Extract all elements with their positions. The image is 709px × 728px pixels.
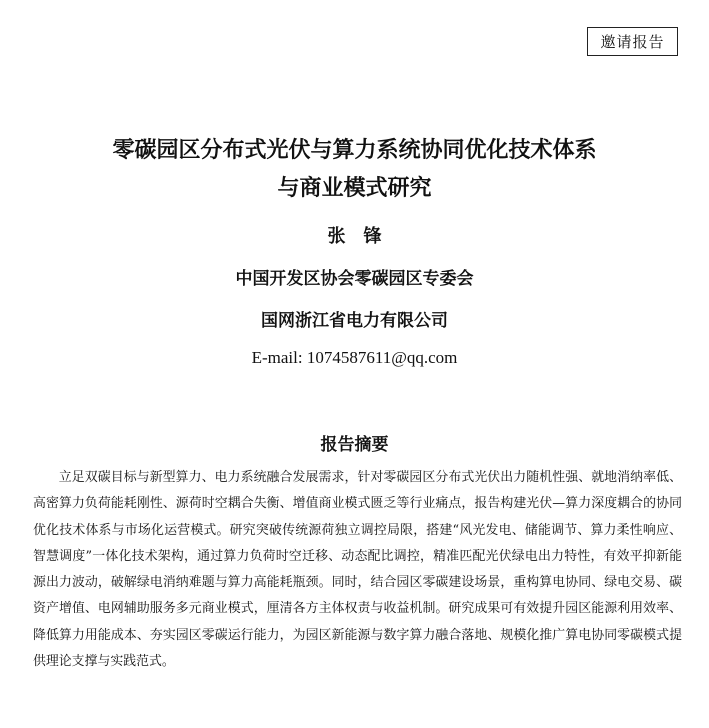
affiliation-1: 中国开发区协会零碳园区专委会 (235, 269, 474, 289)
title-line-1: 零碳园区分布式光伏与算力系统协同优化技术体系 (112, 138, 597, 163)
abstract-heading: 报告摘要 (320, 435, 389, 455)
title-line-2: 与商业模式研究 (277, 176, 432, 201)
affiliation-2: 国网浙江省电力有限公司 (261, 311, 448, 331)
author-email: E-mail: 1074587611@qq.com (251, 348, 458, 367)
paper-title (0, 132, 709, 208)
report-type-badge: 邀请报告 (587, 27, 678, 56)
abstract-body: 立足双碳目标与新型算力、电力系统融合发展需求，针对零碳园区分布式光伏出力随机性强、就地消纳率低、高密算力负荷能耗刚性、源荷时空耦合失衡、增值商业模式匮乏等行业痛点，报告构建光伏—算力深度耦合的协同优化技术体系与市场化运营模式。研究突破传统源荷独立调控局限，搭建“风光发电、储能调节、算力柔性响应、智慧调度”一体化技术架构，通过算力负荷时空迁移、动态配比调控，精准匹配光伏绿电出力特性，有效平抑新能源出力波动，破解绿电消纳难题与算力高能耗瓶颈。同时，结合园区零碳建设场景，重构算电协同、绿电交易、碳资产增值、电网辅助服务多元商业模式，厘清各方主体权责与收益机制。研究成果可有效提升园区能源利用效率、降低算力用能成本、夯实园区零碳运行能力，为园区新能源与数字算力融合落地、规模化推广算电协同零碳模式提供理论支撑与实践范式。 (33, 470, 682, 670)
author-name: 张锋 (327, 226, 400, 247)
